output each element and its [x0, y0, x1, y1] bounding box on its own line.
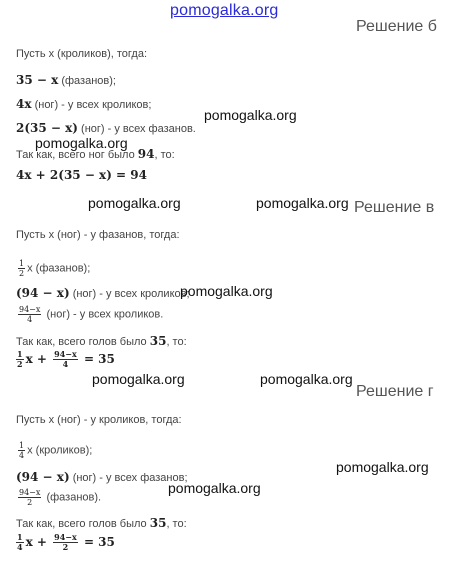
section-b-line4: [16, 121, 196, 135]
section-v-header: Решение в: [354, 199, 435, 216]
watermark: pomogalka.org: [35, 135, 128, 151]
expr: (94 − x): [16, 470, 70, 484]
section-g-equation: [14, 533, 115, 552]
section-g-line4: [16, 488, 101, 507]
equation-mid: x +: [25, 535, 47, 549]
denominator: 4: [17, 542, 23, 552]
section-b-line2: [16, 73, 116, 87]
numerator: 94−x: [54, 532, 77, 542]
text-end: , то:: [154, 149, 175, 161]
denominator: 2: [19, 269, 25, 278]
text: (ног) - у всех кроликов.: [46, 308, 164, 321]
fraction: [18, 305, 41, 324]
watermark: pomogalka.org: [88, 195, 181, 211]
expr: 4x: [16, 97, 32, 111]
section-g-line5: [16, 516, 187, 530]
watermark: pomogalka.org: [260, 371, 353, 387]
section-v-equation: [14, 350, 115, 369]
number: 35: [149, 334, 167, 348]
numerator: 94−x: [19, 488, 41, 497]
denominator: 2: [62, 542, 69, 552]
fraction: [53, 350, 78, 369]
section-g-line2: [16, 441, 92, 460]
numerator: 1: [17, 349, 23, 359]
denominator: 4: [27, 315, 33, 324]
numerator: 94−x: [19, 305, 41, 314]
section-b-header: Решение б: [356, 18, 437, 35]
denominator: 2: [27, 498, 33, 507]
fraction: [16, 350, 24, 369]
equation-end: = 35: [83, 535, 115, 549]
fraction: [53, 533, 78, 552]
number: 94: [137, 147, 155, 161]
watermark: pomogalka.org: [204, 107, 297, 123]
text: x (кроликов);: [27, 444, 93, 457]
text-end: , то:: [166, 518, 187, 530]
watermark: pomogalka.org: [168, 480, 261, 496]
section-b-equation: 4x + 2(35 − x) = 94: [16, 168, 147, 182]
watermark: pomogalka.org: [180, 283, 273, 299]
fraction: [18, 259, 25, 278]
section-v-line3: [16, 286, 190, 300]
numerator: 1: [19, 259, 25, 268]
fraction: [16, 533, 24, 552]
section-v-line2: [16, 259, 90, 278]
fraction: [18, 488, 41, 507]
watermark: pomogalka.org: [92, 371, 185, 387]
text: (ног) - у всех кроликов;: [34, 99, 152, 111]
section-g-line1: Пусть x (ног) - у кроликов, тогда:: [16, 414, 182, 426]
section-g-header: Решение г: [356, 383, 434, 400]
text: (фазанов);: [61, 75, 116, 87]
text: Так как, всего голов было: [16, 336, 147, 348]
expr: (94 − x): [16, 286, 70, 300]
number: 35: [149, 516, 167, 530]
numerator: 1: [19, 441, 25, 450]
numerator: 94−x: [54, 349, 77, 359]
text: x (фазанов);: [27, 262, 91, 275]
denominator: 2: [17, 359, 23, 369]
equation-end: = 35: [83, 352, 115, 366]
section-v-line1: Пусть x (ног) - у фазанов, тогда:: [16, 229, 180, 241]
section-v-line5: [16, 334, 187, 348]
text: (ног) - у всех фазанов;: [72, 472, 188, 484]
section-g-line3: [16, 470, 188, 484]
text: (ног) - у всех кроликов;: [72, 288, 190, 300]
denominator: 4: [62, 359, 69, 369]
denominator: 4: [19, 451, 25, 460]
section-v-line4: [16, 305, 163, 324]
text: (фазанов).: [46, 491, 102, 504]
numerator: 1: [17, 532, 23, 542]
equation-mid: x +: [25, 352, 47, 366]
section-b-line1: Пусть x (кроликов), тогда:: [16, 48, 148, 60]
text: Так как, всего голов было: [16, 518, 147, 530]
expr: 2(35 − x): [16, 121, 78, 135]
expr: 35 − x: [16, 73, 59, 87]
text: Так как, всего ног было: [16, 149, 135, 161]
section-b-line3: [16, 97, 151, 111]
text-end: , то:: [166, 336, 187, 348]
watermark: pomogalka.org: [336, 459, 429, 475]
text: (ног) - у всех фазанов.: [81, 123, 196, 135]
watermark-link[interactable]: pomogalka.org: [170, 2, 279, 19]
fraction: [18, 441, 25, 460]
watermark: pomogalka.org: [256, 195, 349, 211]
